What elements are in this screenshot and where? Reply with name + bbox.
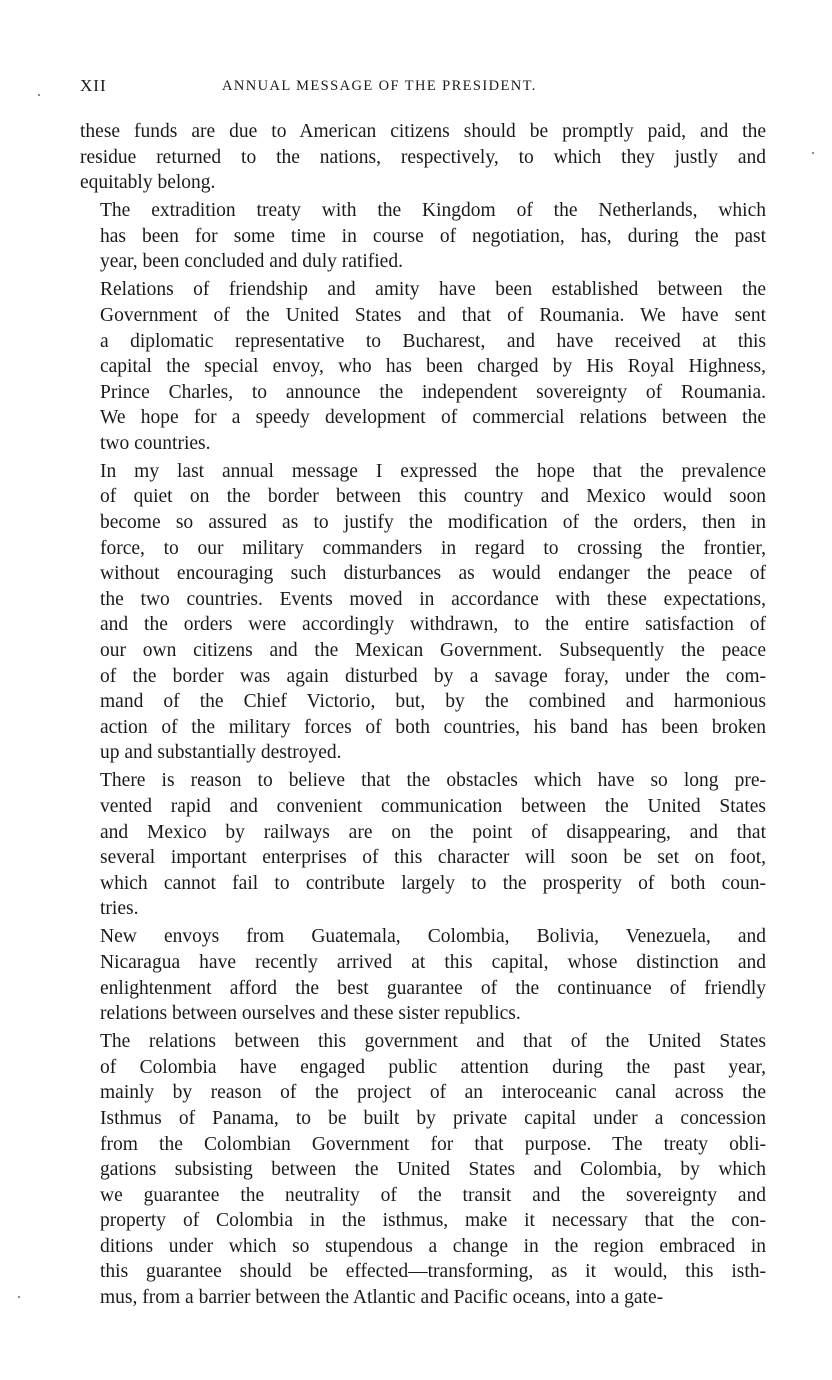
text-line: we guarantee the neutrality of the transit and the sovereignty and [100, 1184, 766, 1206]
text-line: without encouraging such disturbances as would endanger the peace of [100, 563, 766, 585]
stray-mark [18, 1296, 20, 1298]
text-line: from the Colombian Government for that purpose. The treaty obli- [100, 1133, 766, 1155]
text-line: residue returned to the nations, respectively, to which they justly and [80, 146, 766, 168]
text-line: of Colombia have engaged public attention during the past year, [100, 1056, 766, 1078]
text-line: Isthmus of Panama, to be built by private capital under a concession [100, 1107, 766, 1129]
text-line: vented rapid and convenient communication between the United States [100, 796, 766, 817]
text-line: mus, from a barrier between the Atlantic and Pacific oceans, into a gate- [100, 1287, 664, 1309]
text-line: tries. [100, 898, 139, 920]
text-line: Relations of friendship and amity have been established between the [100, 279, 766, 301]
text-line: We hope for a speedy development of commercial relations between the [100, 407, 766, 429]
text-line: property of Colombia in the isthmus, make it necessary that the con- [100, 1210, 766, 1232]
text-line: two countries. [100, 432, 211, 454]
text-line: and the orders were accordingly withdrawn, to the entire satisfaction of [100, 614, 766, 636]
text-line: Government of the United States and that of Roumania. We have sent [100, 304, 766, 326]
text-line: Prince Charles, to announce the independent sovereignty of Roumania. [100, 381, 766, 403]
text-line: gations subsisting between the United States and Colombia, by which [100, 1159, 766, 1181]
text-line: In my last annual message I expressed the hope that the prevalence [100, 460, 766, 482]
text-line: become so assured as to justify the modification of the orders, then in [100, 512, 766, 534]
paragraph [80, 1029, 766, 1311]
text-line: and Mexico by railways are on the point of disappearing, and that [100, 821, 766, 843]
paragraph [80, 119, 766, 196]
text-line: capital the special envoy, who has been charged by His Royal Highness, [100, 356, 766, 378]
text-line: the two countries. Events moved in accordance with these expectations, [100, 588, 766, 610]
text-line: The relations between this government and that of the United States [100, 1031, 766, 1053]
paragraph [80, 198, 766, 275]
text-line: of quiet on the border between this country and Mexico would soon [100, 486, 766, 508]
text-line: The extradition treaty with the Kingdom of the Netherlands, which [100, 200, 766, 222]
text-line: action of the military forces of both countries, his band has been broken [100, 716, 766, 738]
running-header [80, 76, 766, 100]
stray-mark [812, 152, 814, 154]
text-line: New envoys from Guatemala, Colombia, Bolivia, Venezuela, and [100, 926, 766, 948]
text-line: mand of the Chief Victorio, but, by the combined and harmonious [100, 691, 766, 713]
text-line: enlightenment afford the best guarantee of the continuance of friendly [100, 977, 766, 999]
text-line: year, been concluded and duly ratified. [100, 251, 403, 273]
text-line: relations between ourselves and these sister republics. [100, 1003, 521, 1025]
text-line: these funds are due to American citizens should be promptly paid, and the [80, 121, 766, 142]
text-line: Nicaragua have recently arrived at this capital, whose distinction and [100, 951, 766, 973]
text-line: up and substantially destroyed. [100, 742, 342, 764]
text-line: our own citizens and the Mexican Government. Subsequently the peace [100, 640, 766, 662]
text-line: equitably belong. [80, 172, 216, 194]
text-line: which cannot fail to contribute largely to the prosperity of both coun- [100, 872, 766, 894]
page-number: XII [80, 76, 107, 95]
paragraph [80, 924, 766, 1026]
text-line: has been for some time in course of negotiation, has, during the past [100, 225, 766, 247]
text-line: ditions under which so stupendous a change in the region embraced in [100, 1235, 766, 1257]
text-line: a diplomatic representative to Bucharest, and have received at this [100, 330, 766, 352]
text-line: force, to our military commanders in regard to crossing the frontier, [100, 537, 766, 559]
paragraph [80, 277, 766, 456]
body-text [80, 119, 766, 1313]
text-line: several important enterprises of this character will soon be set on foot, [100, 847, 766, 869]
running-title: ANNUAL MESSAGE OF THE PRESIDENT. [222, 78, 537, 94]
text-line: of the border was again disturbed by a savage foray, under the com- [100, 665, 766, 687]
paragraph [80, 768, 766, 922]
text-line: mainly by reason of the project of an interoceanic canal across the [100, 1082, 766, 1104]
text-line: this guarantee should be effected—transforming, as it would, this isth- [100, 1261, 766, 1283]
text-line: There is reason to believe that the obstacles which have so long pre- [100, 770, 766, 792]
paragraph [80, 459, 766, 766]
stray-mark [38, 94, 40, 96]
